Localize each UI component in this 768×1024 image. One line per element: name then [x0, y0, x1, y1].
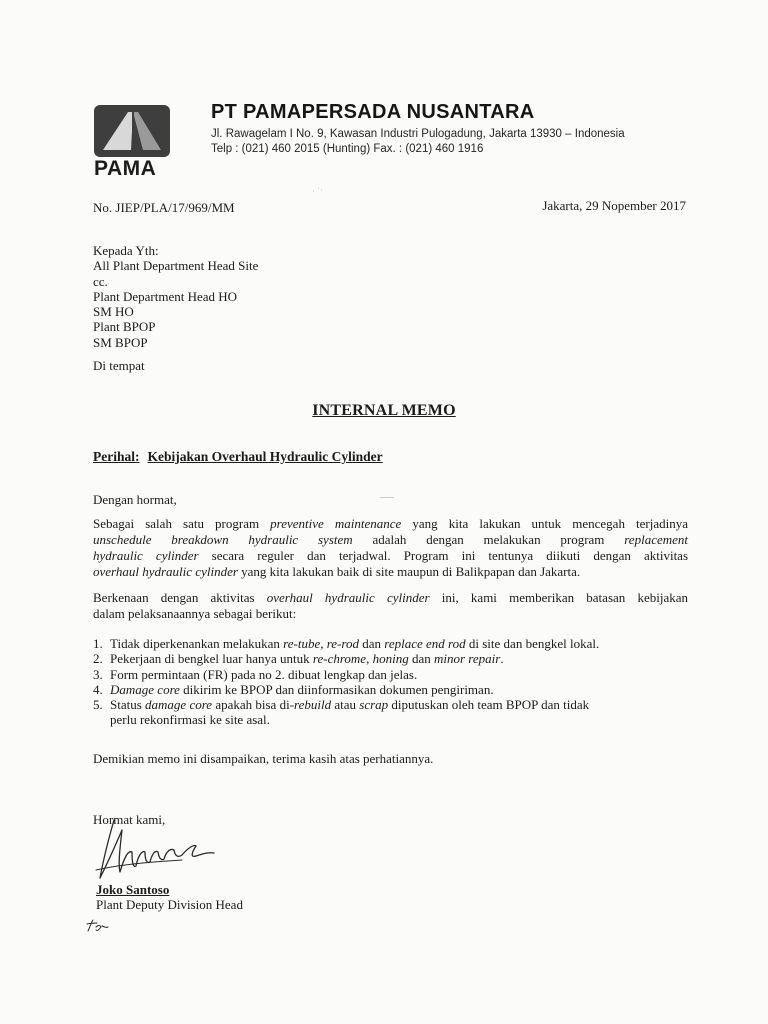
letter-date: Jakarta, 29 Nopember 2017: [542, 198, 686, 213]
recipient-line: cc.: [93, 273, 108, 289]
list-item: 4. Damage core dikirim ke BPOP dan diinformasikan dokumen pengiriman.: [93, 681, 494, 697]
reference-number: No. JIEP/PLA/17/969/MM: [93, 200, 235, 215]
paragraph-line: dalam pelaksanaannya sebagai berikut:: [93, 606, 297, 621]
subject-text: Kebijakan Overhaul Hydraulic Cylinder: [147, 449, 383, 464]
recipient-place: Di tempat: [93, 358, 145, 373]
company-address: Jl. Rawagelam I No. 9, Kawasan Industri Pulogadung, Jakarta 13930 – Indonesia: [211, 128, 625, 140]
list-number: 3.: [93, 666, 103, 682]
memo-title: INTERNAL MEMO: [312, 402, 456, 419]
body-paragraph-1: [93, 516, 688, 580]
recipient-heading: Kepada Yth:: [93, 243, 159, 258]
subject-label: Perihal:: [93, 449, 140, 464]
recipient-line: Plant BPOP: [93, 319, 156, 335]
paragraph-line: overhaul hydraulic cylinder yang kita lakukan baik di site maupun di Balikpapan dan Jakarta.: [93, 564, 581, 579]
list-item: 1. Tidak diperkenankan melakukan re-tube, re-rod dan replace end rod di site dan bengkel lokal.: [93, 636, 600, 651]
list-item: 5. Status damage core apakah bisa di-rebuild atau scrap diputuskan oleh team BPOP dan tidak: [93, 697, 590, 713]
list-item: 3. Form permintaan (FR) pada no 2. dibuat lengkap dan jelas.: [93, 666, 418, 682]
paragraph-line: Berkenaan dengan aktivitas overhaul hydraulic cylinder ini, kami memberikan batasan kebijakan: [93, 590, 688, 605]
list-item-continuation: perlu rekonfirmasi ke site asal.: [110, 712, 270, 728]
signatory-position: Plant Deputy Division Head: [96, 897, 243, 912]
signatory-name: Joko Santoso: [96, 882, 170, 897]
recipient-line: Plant Department Head HO: [93, 288, 238, 304]
scan-mark: [380, 497, 394, 498]
list-number: 2.: [93, 651, 103, 667]
signoff-greeting: Hormat kami,: [93, 812, 166, 827]
list-number: 4.: [93, 681, 103, 697]
paragraph-line: hydraulic cylinder secara reguler dan terjadwal. Program ini tentunya diikuti dengan aktivitas: [93, 548, 689, 563]
body-paragraph-2: [93, 590, 688, 622]
closing-sentence: Demikian memo ini disampaikan, terima kasih atas perhatiannya.: [93, 751, 434, 766]
recipient-line: SM HO: [93, 304, 134, 320]
recipient-block: [93, 243, 258, 350]
list-number: 5.: [93, 697, 103, 713]
memo-subject: [93, 449, 383, 465]
recipient-line: All Plant Department Head Site: [93, 258, 259, 274]
list-number: 1.: [93, 636, 103, 651]
handwritten-initials: [85, 918, 111, 934]
company-name: PT PAMAPERSADA NUSANTARA: [211, 101, 535, 123]
handwritten-signature: [92, 812, 242, 892]
company-contact: Telp : (021) 460 2015 (Hunting) Fax. : (021) 460 1916: [211, 143, 484, 155]
salutation: Dengan hormat,: [93, 492, 177, 507]
logo-wordmark: PAMA: [94, 157, 157, 180]
policy-list: [93, 636, 693, 728]
scan-speck: · ˙ˑ: [312, 186, 323, 196]
paragraph-line: Sebagai salah satu program preventive maintenance yang kita lakukan untuk mencegah terjadinya: [93, 516, 688, 531]
paragraph-line: unschedule breakdown hydraulic system adalah dengan melakukan program replacement: [93, 532, 689, 547]
recipient-line: SM BPOP: [93, 334, 148, 350]
list-item: 2. Pekerjaan di bengkel luar hanya untuk re-chrome, honing dan minor repair.: [93, 651, 504, 667]
